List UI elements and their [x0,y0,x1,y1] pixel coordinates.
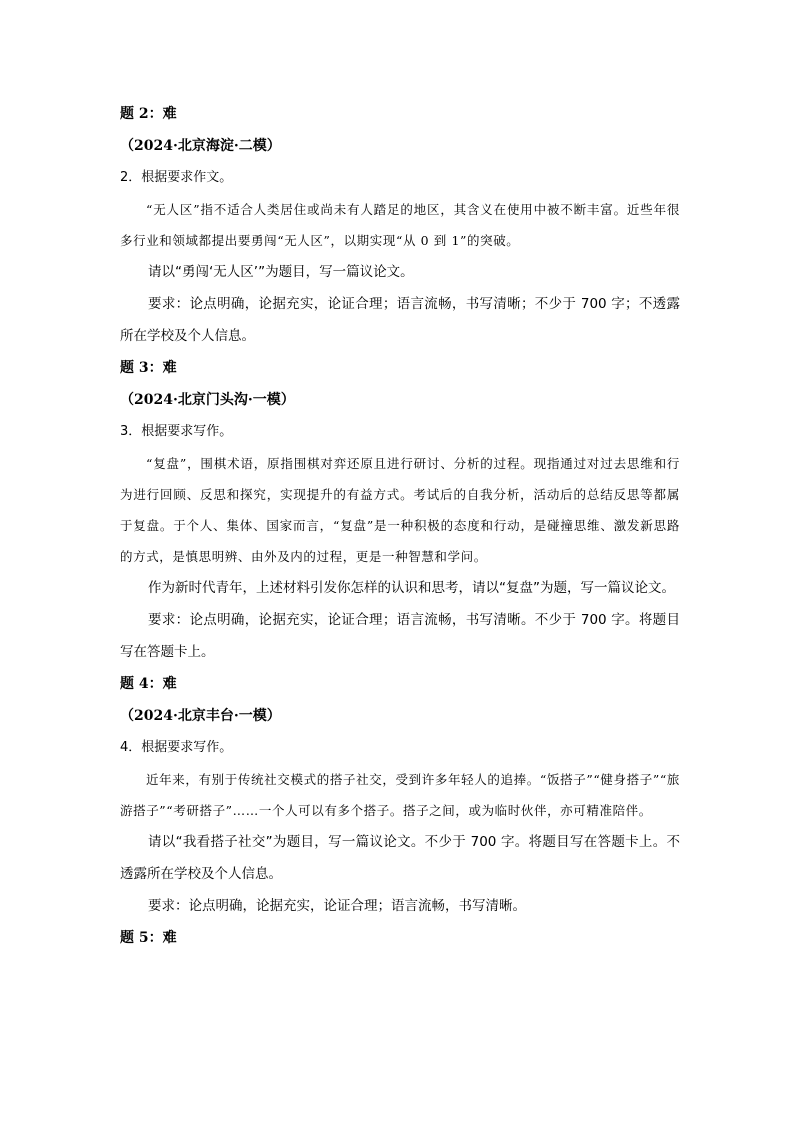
question-requirement: 要求：论点明确，论据充实，论证合理；语言流畅，书写清晰。 [148,898,526,914]
question-material: 近年来，有别于传统社交模式的搭子社交，受到许多年轻人的追捧。“饭搭子”“健身搭子”“旅游搭子”“考研搭子”……一个人可以有多个搭子。搭子之间，或为临时伙伴，亦可精准陪伴。 [120,772,680,818]
question-5-heading: 题 5：难 [120,930,177,946]
question-heading: 题 3：难 [120,360,177,376]
question-2 [120,98,680,352]
question-requirement: 要求：论点明确，论据充实，论证合理；语言流畅，书写清晰；不少于 700 字；不透露所在学校及个人信息。 [120,296,680,344]
question-instruction: 4．根据要求写作。 [120,740,233,755]
question-source: （2024·北京丰台·一模） [120,708,281,724]
question-source: （2024·北京门头沟·一模） [120,392,295,408]
question-prompt: 请以“我看搭子社交”为题目，写一篇议论文。不少于 700 字。将题目写在答题卡上。不透露所在学校及个人信息。 [120,834,680,882]
question-prompt: 作为新时代青年，上述材料引发你怎样的认识和思考，请以“复盘”为题，写一篇议论文。 [148,580,675,596]
question-heading: 题 2：难 [120,106,177,122]
question-material: “复盘”，围棋术语，原指围棋对弈还原且进行研讨、分析的过程。现指通过对过去思维和行为进行回顾、反思和探究，实现提升的有益方式。考试后的自我分析，活动后的总结反思等都属于复盘。于个人、集体、国家而言，“复盘”是一种积极的态度和行动，是碰撞思维、激发新思路的方式，是慎思明辨、由外及内的过程，更是一种智慧和学问。 [120,456,680,564]
question-requirement: 要求：论点明确，论据充实，论证合理；语言流畅，书写清晰。不少于 700 字。将题目写在答题卡上。 [120,612,680,660]
question-instruction: 2．根据要求作文。 [120,170,233,185]
question-material: “无人区”指不适合人类居住或尚未有人踏足的地区，其含义在使用中被不断丰富。近些年很多行业和领域都提出要勇闯“无人区”，以期实现“从 0 到 1”的突破。 [120,202,680,248]
document-page [120,98,680,954]
question-source: （2024·北京海淀·二模） [120,138,281,154]
question-instruction: 3．根据要求写作。 [120,424,233,439]
question-heading: 题 4：难 [120,676,177,692]
question-prompt: 请以“勇闯‘无人区’”为题目，写一篇议论文。 [148,264,414,280]
question-3 [120,352,680,668]
question-4 [120,668,680,922]
